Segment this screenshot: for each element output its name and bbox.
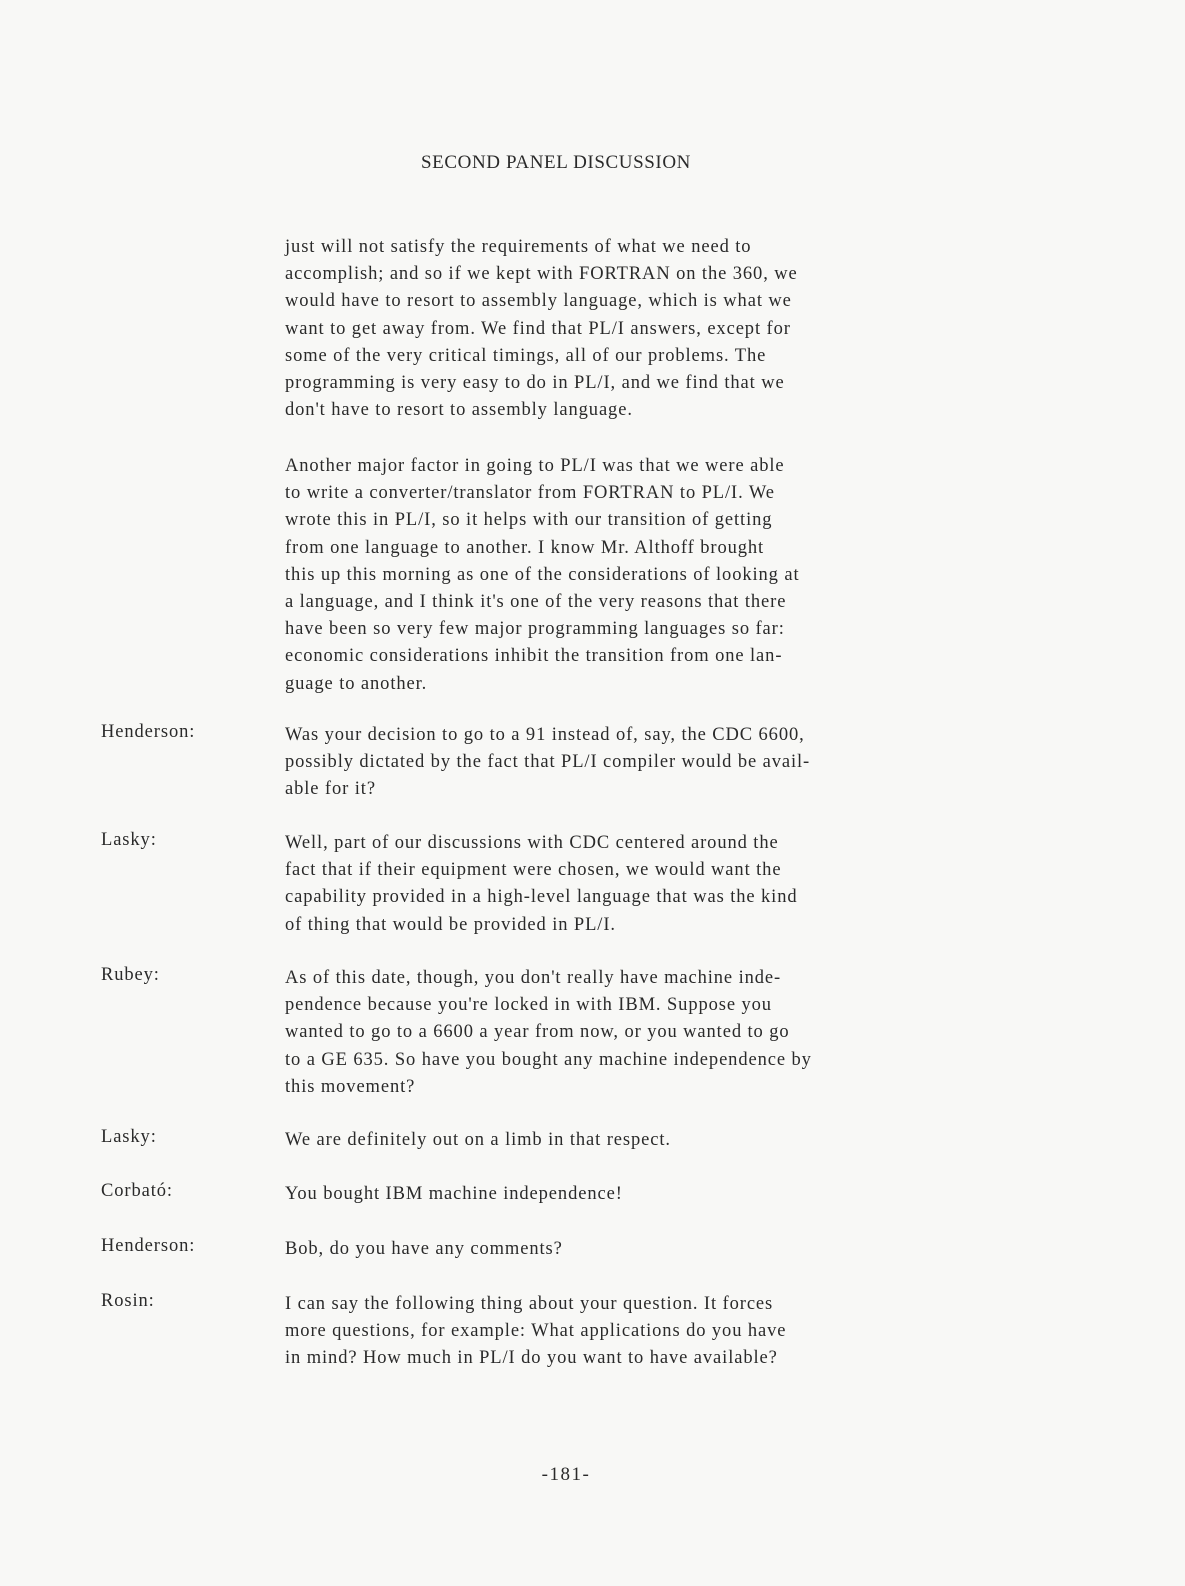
- page-header: SECOND PANEL DISCUSSION: [421, 152, 691, 173]
- speaker-label: Lasky:: [101, 1127, 157, 1147]
- page-number: -181-: [541, 1464, 591, 1485]
- speaker-label: Henderson:: [101, 1236, 196, 1256]
- speaker-text: As of this date, though, you don't really have machine inde- pendence because you're locked in with IBM. Suppose you wanted to go to a 6600 a year from now, or you wanted to go to a GE 635. So have you bought any machine independence by this movement?: [285, 968, 812, 1097]
- speaker-text: We are definitely out on a limb in that respect.: [285, 1130, 671, 1150]
- continuation-paragraph: just will not satisfy the requirements of what we need to accomplish; and so if we kept with FORTRAN on the 360, we would have to resort to assembly language, which is what we want to get away from. We find that PL/I answers, except for some of the very critical timings, all of our problems. The programming is very easy to do in PL/I, and we find that we don't have to resort to assembly language.: [285, 237, 798, 421]
- speaker-text: Was your decision to go to a 91 instead of, say, the CDC 6600, possibly dictated by the fact that PL/I compiler would be avail- able for it?: [285, 725, 811, 800]
- speaker-label: Rubey:: [101, 965, 160, 985]
- speaker-text: Well, part of our discussions with CDC centered around the fact that if their equipment were chosen, we would want the capability provided in a high-level language that was the kind of thing that would be provided in PL/I.: [285, 833, 798, 935]
- speaker-text: I can say the following thing about your question. It forces more questions, for example: What applications do you have in mind? How much in PL/I do you want to have available?: [285, 1294, 787, 1369]
- speaker-label: Henderson:: [101, 722, 196, 742]
- speaker-label: Lasky:: [101, 830, 157, 850]
- speaker-label: Corbató:: [101, 1181, 173, 1201]
- speaker-text: Bob, do you have any comments?: [285, 1239, 563, 1259]
- speaker-label: Rosin:: [101, 1291, 155, 1311]
- body-paragraph: Another major factor in going to PL/I was that we were able to write a converter/translator from FORTRAN to PL/I. We wrote this in PL/I, so it helps with our transition of getting from one language to another. I know Mr. Althoff brought this up this morning as one of the considerations of looking at a language, and I think it's one of the very reasons that there have been so very few major programming languages so far: economic considerations inhibit the transition from one lan- guage to another.: [285, 456, 800, 694]
- speaker-text: You bought IBM machine independence!: [285, 1184, 623, 1204]
